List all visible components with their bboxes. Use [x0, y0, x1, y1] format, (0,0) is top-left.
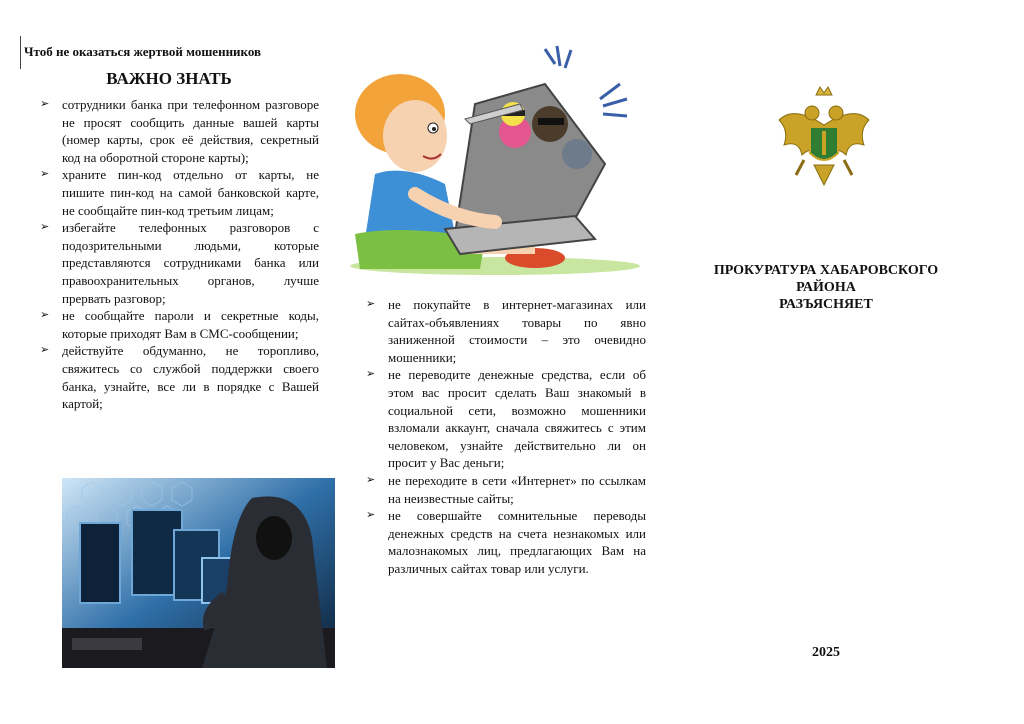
hacker-photo — [62, 478, 335, 668]
list-item: ➢ избегайте телефонных разговоров с подозрительными людьми, которые представляются сотрудниками банка или правоохранительных органов, лучше прервать разговор; — [40, 220, 319, 306]
list-item: ➢ не переходите в сети «Интернет» по ссылкам на неизвестные сайты; — [366, 472, 646, 506]
list-item: ➢ не совершайте сомнительные переводы денежных средств на счета незнакомых или малознакомых лиц, предлагающих Вам на различных сайтах товар или услуги. — [366, 508, 646, 576]
organization-title — [680, 262, 972, 313]
bullet-arrow-icon: ➢ — [40, 98, 50, 110]
bullet-arrow-icon: ➢ — [40, 221, 50, 234]
cartoon-scam-illustration — [345, 44, 646, 276]
bullet-arrow-icon: ➢ — [40, 344, 50, 357]
org-name-line-2: РАЙОНА — [796, 280, 856, 295]
tips-list-left — [38, 96, 319, 413]
margin-line — [20, 36, 21, 69]
prosecutor-emblem-icon — [774, 85, 874, 195]
bullet-arrow-icon: ➢ — [40, 168, 50, 181]
bullet-arrow-icon: ➢ — [366, 509, 376, 522]
list-item: ➢ действуйте обдуманно, не торопливо, свяжитесь со службой поддержки своего банка, узнайте, все ли в порядке с Вашей картой; — [40, 343, 319, 412]
list-item: ➢ сотрудники банка при телефонном разговоре не просят сообщить данные вашей карты (номер карты, срок её действия, секретный код на оборотной стороне карты); — [40, 97, 319, 165]
org-subtitle: РАЗЪЯСНЯЕТ — [779, 297, 873, 312]
list-item: ➢ не переводите денежные средства, если об этом вас просит сделать Ваш знакомый в социальной сети, возможно мошенники взломали аккаунт, сначала свяжитесь с этим человеком, узнайте действительно ли он просит у Вас деньги; — [366, 367, 646, 471]
bullet-arrow-icon: ➢ — [366, 368, 376, 381]
list-item: ➢ не сообщайте пароли и секретные коды, которые приходят Вам в СМС-сообщении; — [40, 308, 319, 341]
page-title: ВАЖНО ЗНАТЬ — [106, 69, 232, 88]
org-name-line-1: ПРОКУРАТУРА ХАБАРОВСКОГО — [713, 263, 939, 278]
list-item: ➢ не покупайте в интернет-магазинах или сайтах-объявлениях товары по явно заниженной стоимости – это очевидно мошенники; — [366, 297, 646, 365]
list-item: ➢ храните пин-код отдельно от карты, не пишите пин-код на самой банковской карте, не сообщайте пин-код третьим лицам; — [40, 167, 319, 218]
bullet-arrow-icon: ➢ — [40, 309, 50, 322]
publication-year: 2025 — [812, 645, 840, 660]
bullet-arrow-icon: ➢ — [366, 473, 376, 486]
tips-list-middle — [364, 296, 646, 578]
leaflet-header: Чтоб не оказаться жертвой мошенников — [24, 44, 262, 59]
bullet-arrow-icon: ➢ — [366, 298, 376, 310]
